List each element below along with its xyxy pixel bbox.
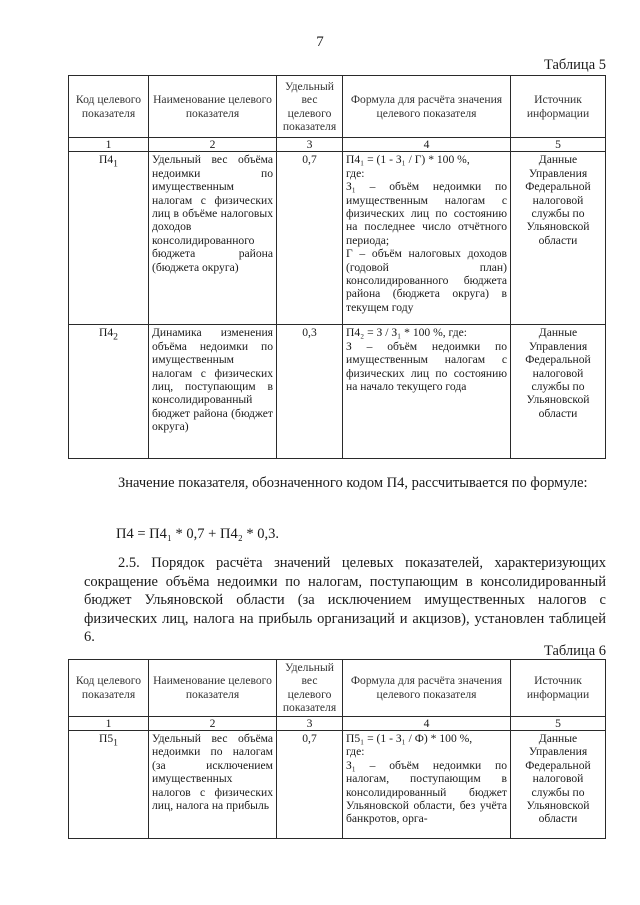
- formula-main: П5₁ = (1 - З₁ / Ф) * 100 %,: [346, 732, 473, 746]
- col-number: 5: [511, 138, 606, 152]
- indicator-weight: 0,7: [277, 731, 343, 839]
- formula-detail: где: З₁ – объём недоимки по имущественным налогам с физических лиц по состоянию на последнее число отчётного периода; Г – объём налоговых доходов (годовой план) консолидированного бюджета района (бюджета округа) в текущем году: [346, 166, 507, 314]
- col-number: 4: [343, 138, 511, 152]
- formula-detail: где: З₁ – объём недоимки по налогам, поступающим в консолидированный бюджет Ульяновской области, без учёта банкротов, орга-: [346, 745, 507, 826]
- header-name: Наименование целевого показателя: [149, 76, 277, 138]
- table-6-header-row: [69, 660, 606, 717]
- indicator-name: Удельный вес объёма недоимки по имущественным налогам с физических лиц в объёме налоговых доходов консолидированного бюджета района (бюджета округа): [149, 152, 277, 325]
- col-number: 3: [277, 716, 343, 730]
- col-number: 1: [69, 716, 149, 730]
- col-number: 4: [343, 716, 511, 730]
- indicator-weight: 0,7: [277, 152, 343, 325]
- table-6-caption: Таблица 6: [543, 643, 606, 659]
- table-5-caption: Таблица 5: [543, 57, 606, 73]
- col-number: 5: [511, 716, 606, 730]
- indicator-code: $П5_1$: [69, 731, 149, 839]
- col-number: 1: [69, 138, 149, 152]
- table-row: [69, 152, 606, 325]
- table-6-column-numbers: [69, 716, 606, 730]
- header-weight: Удельный вес целевого показателя: [277, 76, 343, 138]
- formula-main: П4₂ = З / З₁ * 100 %, где:: [346, 326, 468, 340]
- header-weight: Удельный вес целевого показателя: [277, 660, 343, 717]
- col-number: 3: [277, 138, 343, 152]
- paragraph-p4-formula-intro: Значение показателя, обозначенного кодом П4, рассчитывается по формуле:: [118, 475, 588, 491]
- header-source: Источник информации: [511, 76, 606, 138]
- table-6: [68, 659, 606, 839]
- table-5-header-row: [69, 76, 606, 138]
- formula-detail: З – объём недоимки по имущественным налогам с физических лиц по состоянию на начало текущего года: [346, 339, 507, 394]
- indicator-source: Данные Управления Федеральной налоговой службы по Ульяновской области: [511, 152, 606, 325]
- indicator-name: Удельный вес объёма недоимки по налогам (за исключением имущественных налогов с физических лиц, налога на прибыль: [149, 731, 277, 839]
- indicator-formula: [343, 731, 511, 839]
- paragraph-2-5: 2.5. Порядок расчёта значений целевых показателей, характеризующих сокращение объёма недоимки по налогам, поступающим в консолидированный бюджет Ульяновской области (за исключением имущественных налогов с физических лиц, налога на прибыль организаций и акцизов), установлен таблицей 6.: [84, 555, 606, 646]
- page-number: 7: [316, 34, 324, 50]
- indicator-code: $П4_1$: [69, 152, 149, 325]
- col-number: 2: [149, 138, 277, 152]
- table-5-column-numbers: [69, 138, 606, 152]
- formula-main: П4₁ = (1 - З₁ / Г) * 100 %,: [346, 153, 470, 167]
- indicator-formula: [343, 325, 511, 459]
- indicator-name: Динамика изменения объёма недоимки по имущественным налогам с физических лиц, поступающим в консолидированный бюджет района (бюджет округа): [149, 325, 277, 459]
- header-formula: Формула для расчёта значения целевого показателя: [343, 76, 511, 138]
- table-row: [69, 325, 606, 459]
- header-code: Код целевого показателя: [69, 76, 149, 138]
- header-name: Наименование целевого показателя: [149, 660, 277, 717]
- table-5: [68, 75, 606, 459]
- indicator-formula: [343, 152, 511, 325]
- header-formula: Формула для расчёта значения целевого показателя: [343, 660, 511, 717]
- indicator-weight: 0,3: [277, 325, 343, 459]
- indicator-source: Данные Управления Федеральной налоговой службы по Ульяновской области: [511, 731, 606, 839]
- col-number: 2: [149, 716, 277, 730]
- table-row: [69, 731, 606, 839]
- header-code: Код целевого показателя: [69, 660, 149, 717]
- formula-p4: П4 = П4₁ * 0,7 + П4₂ * 0,3.: [116, 526, 280, 542]
- indicator-source: Данные Управления Федеральной налоговой службы по Ульяновской области: [511, 325, 606, 459]
- header-source: Источник информации: [511, 660, 606, 717]
- indicator-code: $П4_2$: [69, 325, 149, 459]
